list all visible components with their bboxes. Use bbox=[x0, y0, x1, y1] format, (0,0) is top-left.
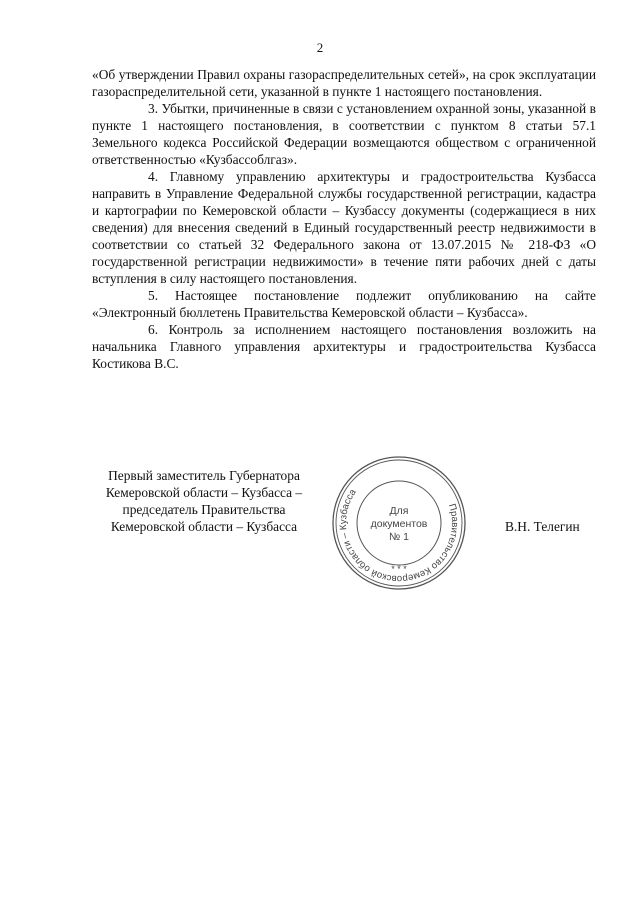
paragraph-item-6: 6. Контроль за исполнением настоящего постановления возложить на начальника Главного управления архитектуры и градостроительства Кузбасса Костикова В.С. bbox=[92, 322, 596, 371]
seal-center-line: № 1 bbox=[388, 531, 410, 543]
paragraph-item-3: 3. Убытки, причиненные в связи с установлением охранной зоны, указанной в пункте 1 настоящего постановления, в соответствии с пунктом 8 статьи 57.1 Земельного кодекса Российской Федерации возмещаются обществом с ограниченной ответственностью «Кузбассоблгаз». bbox=[92, 101, 596, 167]
signatory-title-line: Кемеровской области – Кузбасса – bbox=[105, 485, 303, 500]
signatory-title-line: Кемеровской области – Кузбасса bbox=[110, 519, 298, 534]
signatory-title-line: Первый заместитель Губернатора bbox=[108, 468, 300, 483]
signer-name: В.Н. Телегин bbox=[505, 519, 580, 534]
official-seal bbox=[330, 454, 468, 592]
seal-center-line: Для bbox=[389, 505, 409, 517]
document-body bbox=[92, 66, 596, 372]
paragraph-item-5: 5. Настоящее постановление подлежит опубликованию на сайте «Электронный бюллетень Правительства Кемеровской области – Кузбасса». bbox=[92, 288, 596, 320]
seal-stars: * * * bbox=[391, 564, 407, 574]
seal-center-line: документов bbox=[370, 518, 428, 530]
paragraph-continuation: «Об утверждении Правил охраны газораспределительных сетей», на срок эксплуатации газораспределительной сети, указанной в пункте 1 настоящего постановления. bbox=[92, 67, 596, 99]
signatory-title-line: председатель Правительства bbox=[122, 502, 286, 517]
seal-graphic bbox=[330, 454, 468, 592]
paragraph-item-4: 4. Главному управлению архитектуры и градостроительства Кузбасса направить в Управление Федеральной службы государственной регистрации, кадастра и картографии по Кемеровской области – Кузбассу документы (содержащиеся в них сведения) для внесения сведений в Единый государственный реестр недвижимости в соответствии со статьей 32 Федерального закона от 13.07.2015 № 218-ФЗ «О государственной регистрации недвижимости» в течение пяти рабочих дней с даты вступления в силу настоящего постановления. bbox=[92, 169, 596, 286]
signatory-title bbox=[84, 467, 324, 535]
seal-ring-text: Правительство Кемеровской области – Кузбасса bbox=[337, 487, 461, 585]
page-number: 2 bbox=[316, 40, 324, 55]
